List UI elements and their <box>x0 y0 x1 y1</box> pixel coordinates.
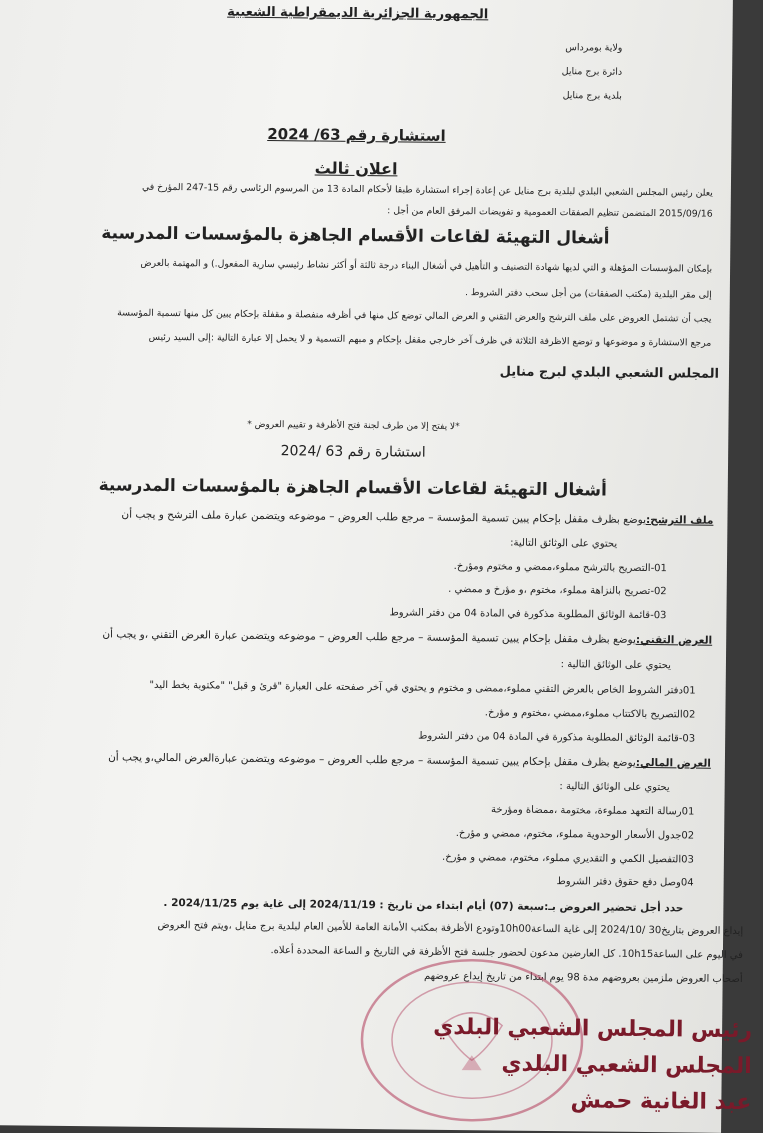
signature-block <box>432 1010 752 1121</box>
candidature-text: يوضع بظرف مقفل بإحكام يبين تسمية المؤسسة – مرجع طلب العروض – موضوعه ويتضمن عبارة ملف الترشح و يجب أن <box>121 508 647 526</box>
candidature-contains: يحتوي على الوثائق التالية: <box>510 537 618 550</box>
financial-item: 03التفصيل الكمي و التقديري مملوء، مختوم، ممضي و مؤرخ. <box>442 851 694 866</box>
consultation-title: استشارة رقم 63/ 2024 <box>267 125 446 145</box>
financial-line <box>108 751 711 769</box>
candidature-item: 01-التصريح بالترشح مملوء،ممضي و مختوم ومؤرخ. <box>453 560 667 575</box>
republic-header: الجمهورية الجزائرية الديمقراطية الشعبية <box>227 4 489 23</box>
financial-item: 04وصل دفع حقوق دفتر الشروط <box>556 876 694 889</box>
technical-item: 01دفتر الشروط الخاص بالعرض التقني مملوء،ممضى و مختوم و يحتوي في آخر صفحته على العبارة "قرئ و قبل" "مكتوبة بخط اليد" <box>149 679 696 697</box>
wilaya-line: ولاية بومرداس <box>565 42 623 54</box>
offers-rule-line: يجب أن تشتمل العروض على ملف الترشح والعرض التقني و العرض المالي توضع كل منها في أظرفه منفصلة و مقفلة بإحكام يبين كل منها تسمية المؤسسة <box>117 307 712 325</box>
financial-contains: يحتوي على الوثائق التالية : <box>559 781 670 794</box>
technical-label: العرض التقني: <box>635 633 713 647</box>
candidature-item: 02-تصريح بالنزاهة مملوء، مختوم ،و مؤرخ و ممضي . <box>448 583 667 598</box>
deadline-line: حدد أجل تحضير العروض بـ:سبعة (07) أيام ابتداء من تاريخ : 2024/11/19 إلى غاية يوم 2024/11/25 . <box>163 896 684 915</box>
financial-item: 02جدول الأسعار الوحدوية مملوء، مختوم، ممضي و مؤرخ. <box>455 828 695 842</box>
commune-line: بلدية برج منايل <box>562 90 622 102</box>
technical-item: 03-قائمة الوثائق المطلوبة مذكورة في المادة 04 من دفتر الشروط <box>418 730 696 745</box>
closing-line: إيداع العروض بتاريخ30 /2024/10 إلى غاية الساعة10h00وتودع الأظرفة بمكتب الأمانة العامة للأمين العام لبلدية برج منايل ،ويتم فتح العروض <box>157 919 744 938</box>
closing-line: في اليوم على الساعة10h15. كل العارضين مدعون لحضور جلسة فتح الأظرفة في التاريخ و الساعة المحددة أعلاه. <box>270 945 743 962</box>
technical-item: 02التصريح بالاكتتاب مملوء،ممضي ،مختوم و مؤرخ. <box>484 707 696 721</box>
project-title: أشغال التهيئة لقاعات الأقسام الجاهزة بالمؤسسات المدرسية <box>101 223 610 249</box>
technical-contains: يحتوي على الوثائق التالية : <box>560 659 671 672</box>
envelope-title: أشغال التهيئة لقاعات الأقسام الجاهزة بالمؤسسات المدرسية <box>98 475 608 501</box>
candidature-item: 03-قائمة الوثائق المطلوبة مذكورة في المادة 04 من دفتر الشروط <box>389 607 667 622</box>
closing-line: أصحاب العروض ملزمين بعروضهم مدة 98 يوم ابتداء من تاريخ إيداع عروضهم <box>423 970 743 986</box>
daira-line: دائرة برج منايل <box>561 66 623 78</box>
announcement-title: اعلان ثالث <box>314 158 398 179</box>
financial-text: يوضع بظرف مقفل بإحكام يبين تسمية المؤسسة – مرجع طلب العروض – موضوعه ويتضمن عبارةالعرض المالي،و يجب أن <box>108 751 636 769</box>
offers-rule-address: المجلس الشعبي البلدي لبرج منايل <box>499 364 720 382</box>
candidature-line <box>121 509 713 527</box>
eligibility-line: إلى مقر البلدية (مكتب الصفقات) من أجل سحب دفتر الشروط . <box>464 287 712 301</box>
financial-item: 01رسالة التعهد مملوءة، مختومة ،ممضاة ومؤرخة <box>490 804 695 818</box>
candidature-label: ملف الترشح: <box>645 513 714 527</box>
intro-line: 2015/09/16 المتضمن تنظيم الصفقات العمومية و تفويضات المرفق العام من أجل : <box>387 205 713 220</box>
intro-line: يعلن رئيس المجلس الشعبي البلدي لبلدية برج منايل عن إعادة إجراء استشارة طبقا لأحكام المادة 13 من المرسوم الرئاسي رقم 15-247 المؤرخ في <box>141 181 713 199</box>
technical-text: يوضع بظرف مقفل بإحكام يبين تسمية المؤسسة – مرجع طلب العروض – موضوعه ويتضمن عبارة العرض التقني ،و يجب أن <box>102 628 636 646</box>
technical-line <box>102 628 712 646</box>
signature-line: رئيس المجلس الشعبي البلدي <box>433 1014 753 1044</box>
signature-line: عبد الغانية حمش <box>570 1088 752 1116</box>
eligibility-line: بإمكان المؤسسات المؤهلة و التي لديها شهادة التصنيف و التأهيل في أشغال البناء درجة ثالثة أو أكثر نشاط رئيسي سارية المفعول.) و المهتمة بالعرض <box>140 257 713 275</box>
envelope-consultation: استشارة رقم 63 /2024 <box>280 443 426 461</box>
envelope-note: *لا يفتح إلا من طرف لجنة فتح الأظرفة و تقييم العروض * <box>247 419 460 433</box>
financial-label: العرض المالي: <box>635 756 711 770</box>
offers-rule-line: مرجع الاستشارة و موضوعها و توضع الاظرفة الثلاثة في ظرف آخر خارجي مقفل بإحكام و مبهم التسمية و لا يحمل إلا عبارة التالية :إلى السيد رئيس <box>148 331 712 349</box>
signature-line: المجلس الشعبي البلدي <box>501 1051 752 1080</box>
